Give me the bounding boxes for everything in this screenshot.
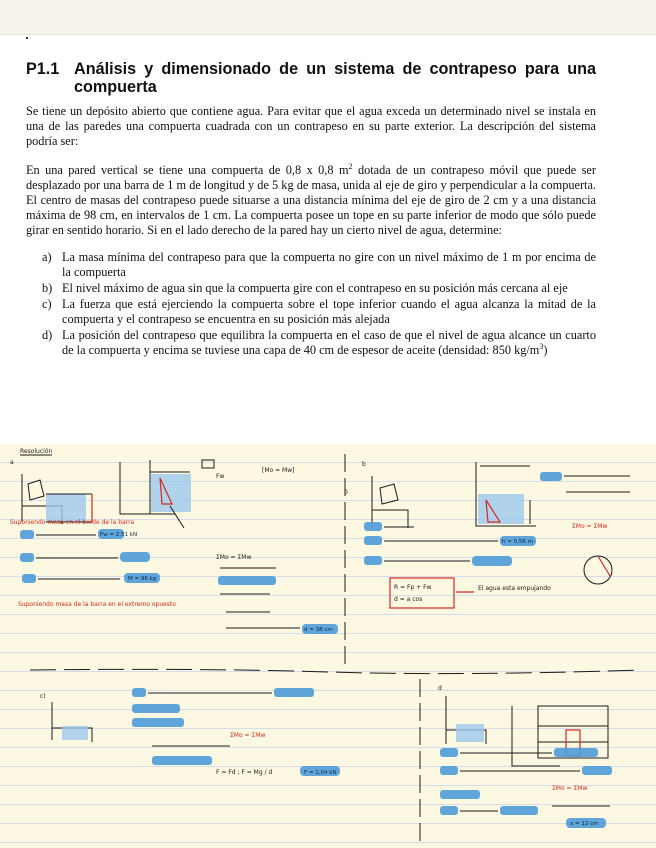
question-item: [26, 250, 596, 280]
question-end: ): [543, 343, 548, 357]
svg-text:0: 0: [344, 489, 348, 496]
note-box-line-1: R = Fp + Fw: [394, 584, 432, 591]
part-label-a: a: [10, 459, 14, 466]
note-box-comment: El agua esta empujando: [478, 585, 551, 592]
svg-text:Fw: Fw: [216, 473, 225, 480]
question-sup: 3: [539, 341, 544, 351]
moment-balance-b: ΣMo = ΣMw: [572, 523, 608, 530]
moment-balance-d: ΣMo = ΣMw: [552, 785, 588, 792]
question-text: El nivel máximo de agua sin que la compuerta gire con el contrapeso en su posición más cercana al eje: [62, 281, 568, 295]
question-letter: a): [42, 250, 52, 264]
question-text: La masa mínima del contrapeso para que la compuerta no gire con un nivel máximo de 1 m por encima de la compuerta: [62, 250, 596, 279]
problem-title: [26, 60, 596, 96]
result-force: F = 1,04 kN: [304, 770, 337, 776]
red-note-2: Suponiendo masa de la barra en el extremo opuesto: [18, 601, 176, 608]
sketch-a: [22, 460, 294, 528]
description-part-2: dotada de un contrapeso móvil que puede ser desplazado por una barra de 1 m de longitud y de 5 kg de masa, unida al eje de giro y perpendicular a la compuerta. El centro de masas del contrapeso puede situarse a una distancia mínima del eje de giro de 2 cm y a una distancia máxima de 98 cm, en intervalos de 1 cm. La compuerta posee un tope en su parte inferior de modo que sólo puede girar en sentido horario. Si en el lado derecho de la pared hay un cierto nivel de agua, determine:: [26, 163, 596, 237]
moment-balance-c: ΣMo = ΣMw: [230, 732, 266, 739]
part-label-c: c): [40, 693, 46, 700]
question-letter: c): [42, 297, 52, 311]
question-item: [26, 328, 596, 358]
question-text: La fuerza que está ejerciendo la compuerta sobre el tope inferior cuando el agua alcanza la mitad de la compuerta y el contrapeso se encuentra en su posición más alejada: [62, 297, 596, 326]
problem-title-text: Análisis y dimensionado de un sistema de contrapeso para una compuerta: [74, 60, 596, 96]
part-label-b: b: [362, 461, 366, 468]
result-distance: d = 38 cm: [304, 627, 333, 633]
result-mass: M = 96 kg: [128, 576, 157, 582]
page-mark: [26, 37, 28, 39]
description-paragraph: [26, 163, 596, 238]
result-fw: Fw = 2,51 kN: [100, 532, 138, 538]
question-letter: d): [42, 328, 53, 342]
intro-paragraph: Se tiene un depósito abierto que contiene agua. Para evitar que el agua exceda un determinado nivel se instala en una de las paredes una compuerta cuadrada con un contrapeso en su parte exterior. La descripción del sistema podría ser:: [26, 104, 596, 148]
question-letter: b): [42, 281, 53, 295]
moment-balance-a: ΣMo = ΣMw: [216, 554, 252, 561]
question-text: La posición del contrapeso que equilibra la compuerta en el caso de que el nivel de agua alcance un cuarto de la compuerta y encima se tuviese una capa de 40 cm de espesor de aceite (densidad: 850 kg/m: [62, 328, 596, 357]
top-toolbar: [0, 0, 656, 35]
force-relation-a: [Mo = Mw]: [262, 467, 295, 474]
notes-heading: Resolución: [20, 448, 53, 455]
result-position: x = 12 cm: [570, 821, 599, 827]
description-sup: 2: [348, 161, 353, 171]
part-label-d: d: [438, 685, 442, 692]
handwritten-notes: [0, 444, 656, 848]
question-item: [26, 297, 596, 327]
document-page: [26, 60, 596, 359]
note-box-line-2: d = a cos: [394, 596, 423, 603]
force-equation: F = Fd ; F = Mg / d: [216, 769, 273, 776]
question-list: [26, 250, 596, 358]
red-note-1: Suponiendo masa en el borde de la barra: [10, 519, 135, 526]
notes-sketch: [0, 444, 656, 848]
description-part-1: En una pared vertical se tiene una compuerta de 0,8 x 0,8 m: [26, 163, 349, 177]
problem-number: P1.1: [26, 60, 60, 78]
sketch-d: [440, 696, 612, 828]
question-item: [26, 281, 596, 296]
result-level: h = 0,56 m: [502, 539, 533, 545]
sketch-c: [52, 688, 340, 776]
equations-a: [20, 529, 338, 634]
